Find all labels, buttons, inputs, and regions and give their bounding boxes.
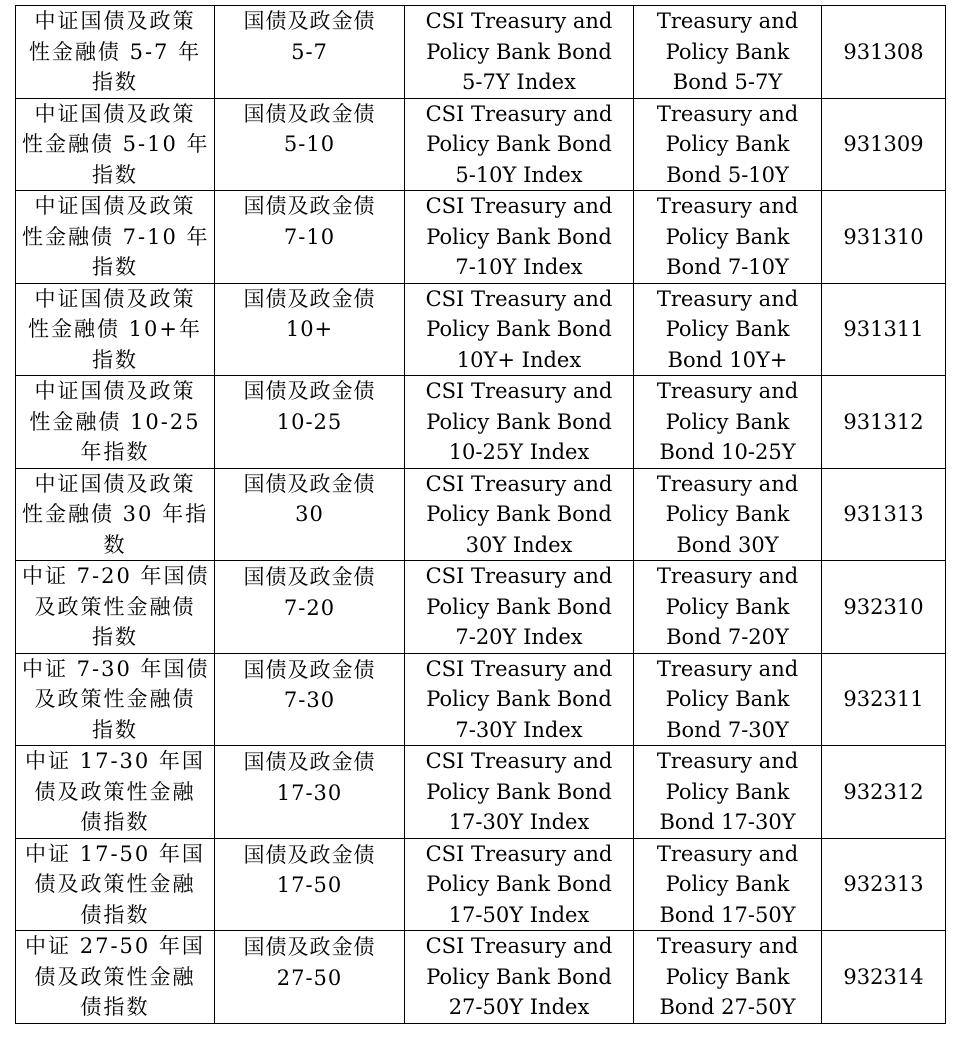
cn-short-name-line: 国债及政金债	[243, 750, 376, 774]
en-full-name-line: 5-10Y Index	[455, 162, 583, 187]
index-code-cell: 932312	[822, 746, 946, 839]
cn-full-name-cell	[16, 838, 215, 931]
en-short-name-cell	[634, 191, 822, 284]
table-row	[16, 561, 946, 654]
en-full-name-line: 30Y Index	[465, 532, 573, 557]
cn-full-name-line: 债指数	[80, 902, 150, 927]
en-full-name-cell	[405, 98, 634, 191]
en-full-name-line: Policy Bank Bond	[426, 224, 612, 249]
en-short-name-line: Treasury and	[656, 564, 799, 588]
en-full-name-line: CSI Treasury and	[425, 9, 613, 33]
en-short-name-line: Policy Bank	[665, 872, 790, 896]
en-short-name-line: Policy Bank	[665, 39, 790, 64]
cn-short-name-line: 国债及政金债	[243, 471, 376, 496]
cn-short-name-line: 国债及政金债	[243, 935, 376, 959]
cn-full-name-cell	[16, 191, 215, 284]
cn-short-name-line: 国债及政金债	[243, 379, 376, 403]
cn-short-name-line: 国债及政金债	[243, 842, 376, 867]
cn-full-name-line: 债及政策性金融	[34, 779, 196, 804]
cn-short-name-cell	[215, 6, 405, 99]
en-full-name-line: CSI Treasury and	[425, 934, 613, 958]
en-short-name-line: Policy Bank	[665, 409, 790, 434]
cn-short-name-line: 10-25	[276, 409, 343, 434]
table-row	[16, 838, 946, 931]
cn-full-name-line: 指数	[92, 70, 138, 94]
en-full-name-line: CSI Treasury and	[425, 471, 613, 496]
en-full-name-cell	[405, 468, 634, 561]
cn-full-name-line: 指数	[92, 625, 138, 649]
en-full-name-line: CSI Treasury and	[425, 841, 613, 866]
en-short-name-cell	[634, 653, 822, 746]
en-full-name-line: Policy Bank Bond	[426, 872, 612, 896]
table-row	[16, 653, 946, 746]
table-row	[16, 376, 946, 469]
en-full-name-line: Policy Bank Bond	[426, 687, 612, 711]
en-short-name-line: Bond 7-30Y	[666, 717, 789, 742]
table-row	[16, 98, 946, 191]
en-full-name-line: Policy Bank Bond	[426, 964, 612, 989]
cn-short-name-cell	[215, 468, 405, 561]
en-short-name-line: Treasury and	[656, 9, 799, 33]
index-code-cell: 932310	[822, 561, 946, 654]
cn-short-name-line: 7-10	[283, 224, 336, 249]
en-short-name-cell	[634, 561, 822, 654]
en-full-name-line: 17-30Y Index	[448, 810, 590, 834]
cn-full-name-cell	[16, 468, 215, 561]
cn-full-name-line: 中证 7-20 年国债	[22, 564, 210, 588]
en-short-name-cell	[634, 838, 822, 931]
en-full-name-line: Policy Bank Bond	[426, 594, 612, 619]
en-short-name-line: Policy Bank	[665, 224, 790, 249]
cn-full-name-line: 债及政策性金融	[34, 872, 196, 896]
cn-full-name-line: 性金融债 10-25	[29, 409, 201, 434]
en-short-name-line: Policy Bank	[665, 964, 790, 989]
index-code-cell: 931313	[822, 468, 946, 561]
en-full-name-cell	[405, 746, 634, 839]
en-full-name-cell	[405, 838, 634, 931]
cn-full-name-line: 中证国债及政策	[34, 194, 196, 218]
en-short-name-line: Treasury and	[656, 194, 799, 218]
cn-short-name-line: 国债及政金债	[243, 194, 376, 218]
cn-full-name-line: 年指数	[80, 440, 150, 464]
cn-short-name-line: 17-50	[276, 873, 343, 897]
cn-full-name-cell	[16, 98, 215, 191]
en-full-name-cell	[405, 191, 634, 284]
cn-short-name-line: 国债及政金债	[243, 9, 376, 33]
en-short-name-line: Treasury and	[656, 101, 799, 126]
en-full-name-line: 10-25Y Index	[448, 440, 590, 464]
en-short-name-cell	[634, 283, 822, 376]
cn-full-name-line: 中证国债及政策	[34, 9, 196, 33]
cn-full-name-cell	[16, 746, 215, 839]
cn-full-name-line: 债指数	[80, 995, 150, 1019]
en-full-name-line: Policy Bank Bond	[426, 779, 612, 804]
en-full-name-line: CSI Treasury and	[425, 564, 613, 588]
en-full-name-line: CSI Treasury and	[425, 101, 613, 126]
en-short-name-line: Treasury and	[656, 934, 799, 958]
cn-full-name-line: 性金融债 10+年	[28, 317, 202, 341]
cn-short-name-cell	[215, 931, 405, 1024]
cn-full-name-cell	[16, 376, 215, 469]
en-full-name-line: CSI Treasury and	[425, 656, 613, 681]
en-full-name-line: 7-10Y Index	[455, 255, 583, 279]
cn-short-name-line: 7-30	[283, 688, 336, 712]
table-row	[16, 931, 946, 1024]
cn-full-name-line: 中证国债及政策	[34, 471, 196, 496]
index-code-cell: 931308	[822, 6, 946, 99]
en-short-name-line: Treasury and	[656, 656, 799, 681]
cn-short-name-line: 国债及政金债	[243, 565, 376, 589]
en-short-name-cell	[634, 376, 822, 469]
cn-full-name-line: 中证 17-30 年国	[25, 749, 205, 773]
cn-full-name-line: 指数	[92, 717, 138, 742]
cn-full-name-line: 债指数	[80, 810, 150, 834]
cn-short-name-line: 17-30	[276, 780, 343, 805]
en-short-name-line: Policy Bank	[665, 132, 790, 156]
cn-full-name-line: 及政策性金融债	[34, 594, 196, 619]
en-full-name-line: CSI Treasury and	[425, 379, 613, 403]
cn-short-name-cell	[215, 653, 405, 746]
cn-full-name-line: 中证 27-50 年国	[25, 934, 205, 958]
table-row	[16, 6, 946, 99]
cn-short-name-cell	[215, 561, 405, 654]
cn-full-name-cell	[16, 653, 215, 746]
cn-short-name-cell	[215, 98, 405, 191]
en-full-name-line: 17-50Y Index	[448, 902, 590, 927]
en-short-name-line: Bond 10-25Y	[659, 440, 796, 464]
en-short-name-line: Bond 7-10Y	[666, 255, 789, 279]
en-full-name-cell	[405, 376, 634, 469]
en-full-name-line: 7-30Y Index	[455, 717, 583, 742]
cn-short-name-line: 国债及政金债	[243, 286, 376, 311]
en-full-name-cell	[405, 653, 634, 746]
cn-short-name-cell	[215, 191, 405, 284]
en-full-name-cell	[405, 931, 634, 1024]
en-short-name-line: Bond 7-20Y	[666, 625, 789, 649]
table-row	[16, 283, 946, 376]
cn-full-name-cell	[16, 283, 215, 376]
cn-full-name-line: 性金融债 5-10 年	[22, 132, 210, 156]
en-short-name-line: Treasury and	[656, 286, 799, 311]
table-row	[16, 468, 946, 561]
en-full-name-line: CSI Treasury and	[425, 749, 613, 773]
index-code-cell: 932311	[822, 653, 946, 746]
en-short-name-line: Bond 27-50Y	[659, 995, 796, 1019]
en-short-name-cell	[634, 468, 822, 561]
cn-short-name-line: 30	[295, 502, 324, 526]
cn-full-name-line: 指数	[92, 347, 138, 372]
en-short-name-line: Treasury and	[656, 379, 799, 403]
en-short-name-cell	[634, 931, 822, 1024]
en-short-name-line: Policy Bank	[665, 317, 790, 341]
en-short-name-cell	[634, 98, 822, 191]
en-short-name-line: Treasury and	[656, 749, 799, 773]
en-short-name-line: Bond 5-7Y	[672, 70, 783, 94]
index-code-cell: 931312	[822, 376, 946, 469]
cn-short-name-cell	[215, 283, 405, 376]
en-short-name-cell	[634, 746, 822, 839]
cn-full-name-line: 性金融债 7-10 年	[22, 224, 210, 249]
en-short-name-line: Policy Bank	[665, 687, 790, 711]
cn-full-name-line: 中证国债及政策	[34, 379, 196, 403]
cn-full-name-cell	[16, 6, 215, 99]
cn-short-name-line: 5-10	[283, 132, 336, 156]
en-short-name-line: Policy Bank	[665, 779, 790, 804]
index-code-cell: 932313	[822, 838, 946, 931]
cn-full-name-line: 中证国债及政策	[34, 286, 196, 311]
en-short-name-line: Policy Bank	[665, 594, 790, 619]
index-table	[15, 5, 946, 1024]
cn-short-name-line: 27-50	[276, 965, 343, 990]
en-short-name-line: Bond 10Y+	[667, 347, 788, 372]
en-short-name-line: Bond 5-10Y	[666, 162, 789, 187]
en-short-name-line: Bond 17-30Y	[659, 810, 796, 834]
en-full-name-line: CSI Treasury and	[425, 286, 613, 311]
index-code-cell: 931310	[822, 191, 946, 284]
cn-short-name-cell	[215, 838, 405, 931]
en-full-name-line: 7-20Y Index	[455, 625, 583, 649]
en-full-name-line: Policy Bank Bond	[426, 132, 612, 156]
cn-full-name-line: 数	[103, 532, 127, 557]
cn-short-name-cell	[215, 376, 405, 469]
cn-full-name-line: 中证 17-50 年国	[25, 841, 205, 866]
en-full-name-cell	[405, 283, 634, 376]
en-full-name-cell	[405, 6, 634, 99]
en-short-name-line: Treasury and	[656, 471, 799, 496]
en-short-name-line: Policy Bank	[665, 502, 790, 526]
en-short-name-line: Bond 30Y	[676, 532, 779, 557]
cn-full-name-line: 指数	[92, 255, 138, 279]
cn-full-name-line: 债及政策性金融	[34, 964, 196, 989]
en-short-name-line: Bond 17-50Y	[659, 902, 796, 927]
cn-full-name-line: 中证 7-30 年国债	[22, 656, 210, 681]
en-full-name-line: Policy Bank Bond	[426, 409, 612, 434]
cn-short-name-line: 国债及政金债	[243, 657, 376, 682]
cn-short-name-cell	[215, 746, 405, 839]
en-full-name-line: Policy Bank Bond	[426, 317, 612, 341]
index-code-cell: 931309	[822, 98, 946, 191]
cn-full-name-line: 中证国债及政策	[34, 101, 196, 126]
en-full-name-line: 27-50Y Index	[448, 995, 590, 1019]
index-code-cell: 932314	[822, 931, 946, 1024]
cn-full-name-line: 及政策性金融债	[34, 687, 196, 711]
cn-full-name-line: 性金融债 30 年指	[22, 502, 209, 526]
en-short-name-cell	[634, 6, 822, 99]
en-full-name-line: 10Y+ Index	[456, 347, 582, 372]
cn-full-name-line: 指数	[92, 162, 138, 187]
index-code-cell: 931311	[822, 283, 946, 376]
table-row	[16, 746, 946, 839]
cn-short-name-line: 10+	[285, 317, 334, 341]
cn-full-name-line: 性金融债 5-7 年	[28, 39, 202, 64]
cn-short-name-line: 7-20	[283, 595, 336, 620]
table-row	[16, 191, 946, 284]
en-short-name-line: Treasury and	[656, 841, 799, 866]
cn-short-name-line: 5-7	[291, 39, 328, 64]
en-full-name-line: CSI Treasury and	[425, 194, 613, 218]
cn-short-name-line: 国债及政金债	[243, 101, 376, 126]
cn-full-name-cell	[16, 931, 215, 1024]
en-full-name-line: Policy Bank Bond	[426, 39, 612, 64]
cn-full-name-cell	[16, 561, 215, 654]
en-full-name-cell	[405, 561, 634, 654]
en-full-name-line: 5-7Y Index	[462, 70, 576, 94]
en-full-name-line: Policy Bank Bond	[426, 502, 612, 526]
